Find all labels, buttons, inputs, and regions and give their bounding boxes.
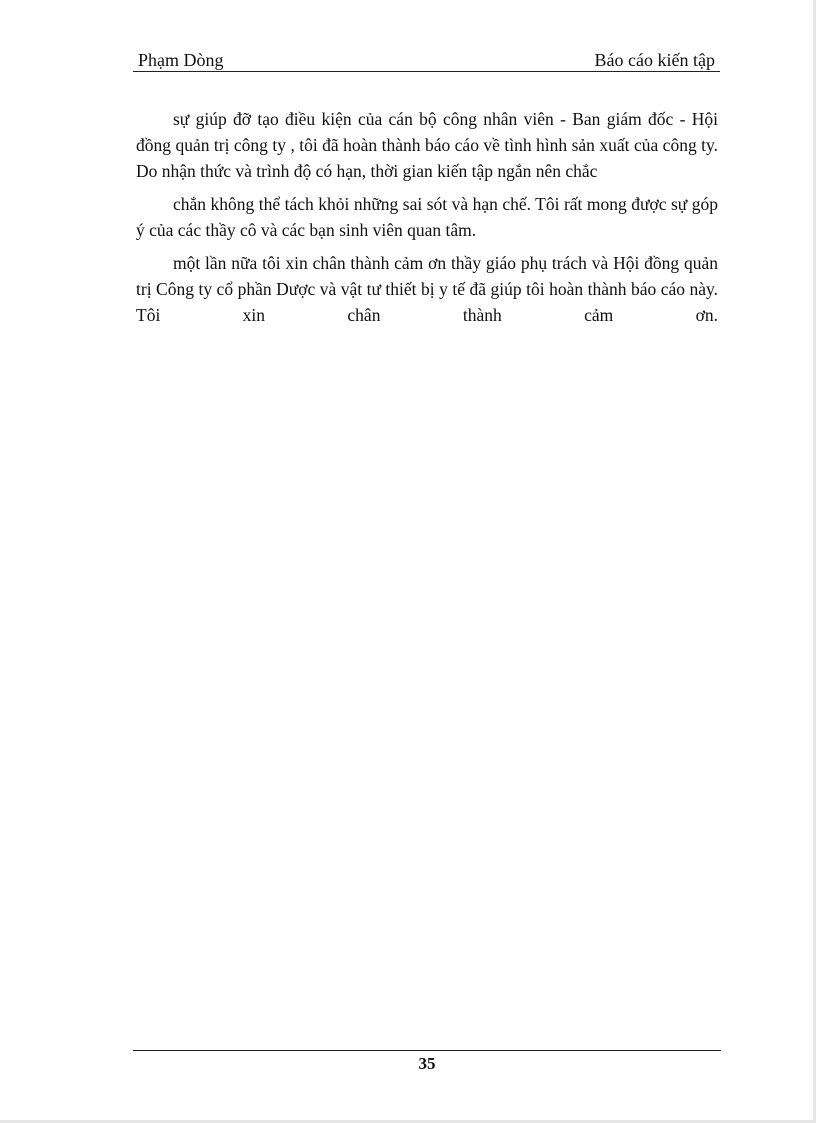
body-text xyxy=(136,106,718,335)
paragraph-1: sự giúp đỡ tạo điều kiện của cán bộ công nhân viên - Ban giám đốc - Hội đồng quản trị công ty , tôi đã hoàn thành báo cáo về tình hình sản xuất của công ty. Do nhận thức và trình độ có hạn, thời gian kiến tập ngắn nên chắc xyxy=(136,109,718,181)
page-header xyxy=(133,49,720,72)
header-author: Phạm Dòng xyxy=(138,50,224,70)
header-title: Báo cáo kiến tập xyxy=(594,50,715,70)
page-footer xyxy=(133,1050,721,1074)
page-number: 35 xyxy=(418,1054,436,1073)
paragraph-3: một lần nữa tôi xin chân thành cảm ơn thầy giáo phụ trách và Hội đồng quản trị Công ty cổ phần Dược và vật tư thiết bị y tế đã giúp tôi hoàn thành báo cáo này. Tôi xin chân thành cảm ơn. xyxy=(136,253,718,325)
paragraph-2: chắn không thể tách khỏi những sai sót và hạn chế. Tôi rất mong được sự góp ý của các thầy cô và các bạn sinh viên quan tâm. xyxy=(136,194,718,240)
